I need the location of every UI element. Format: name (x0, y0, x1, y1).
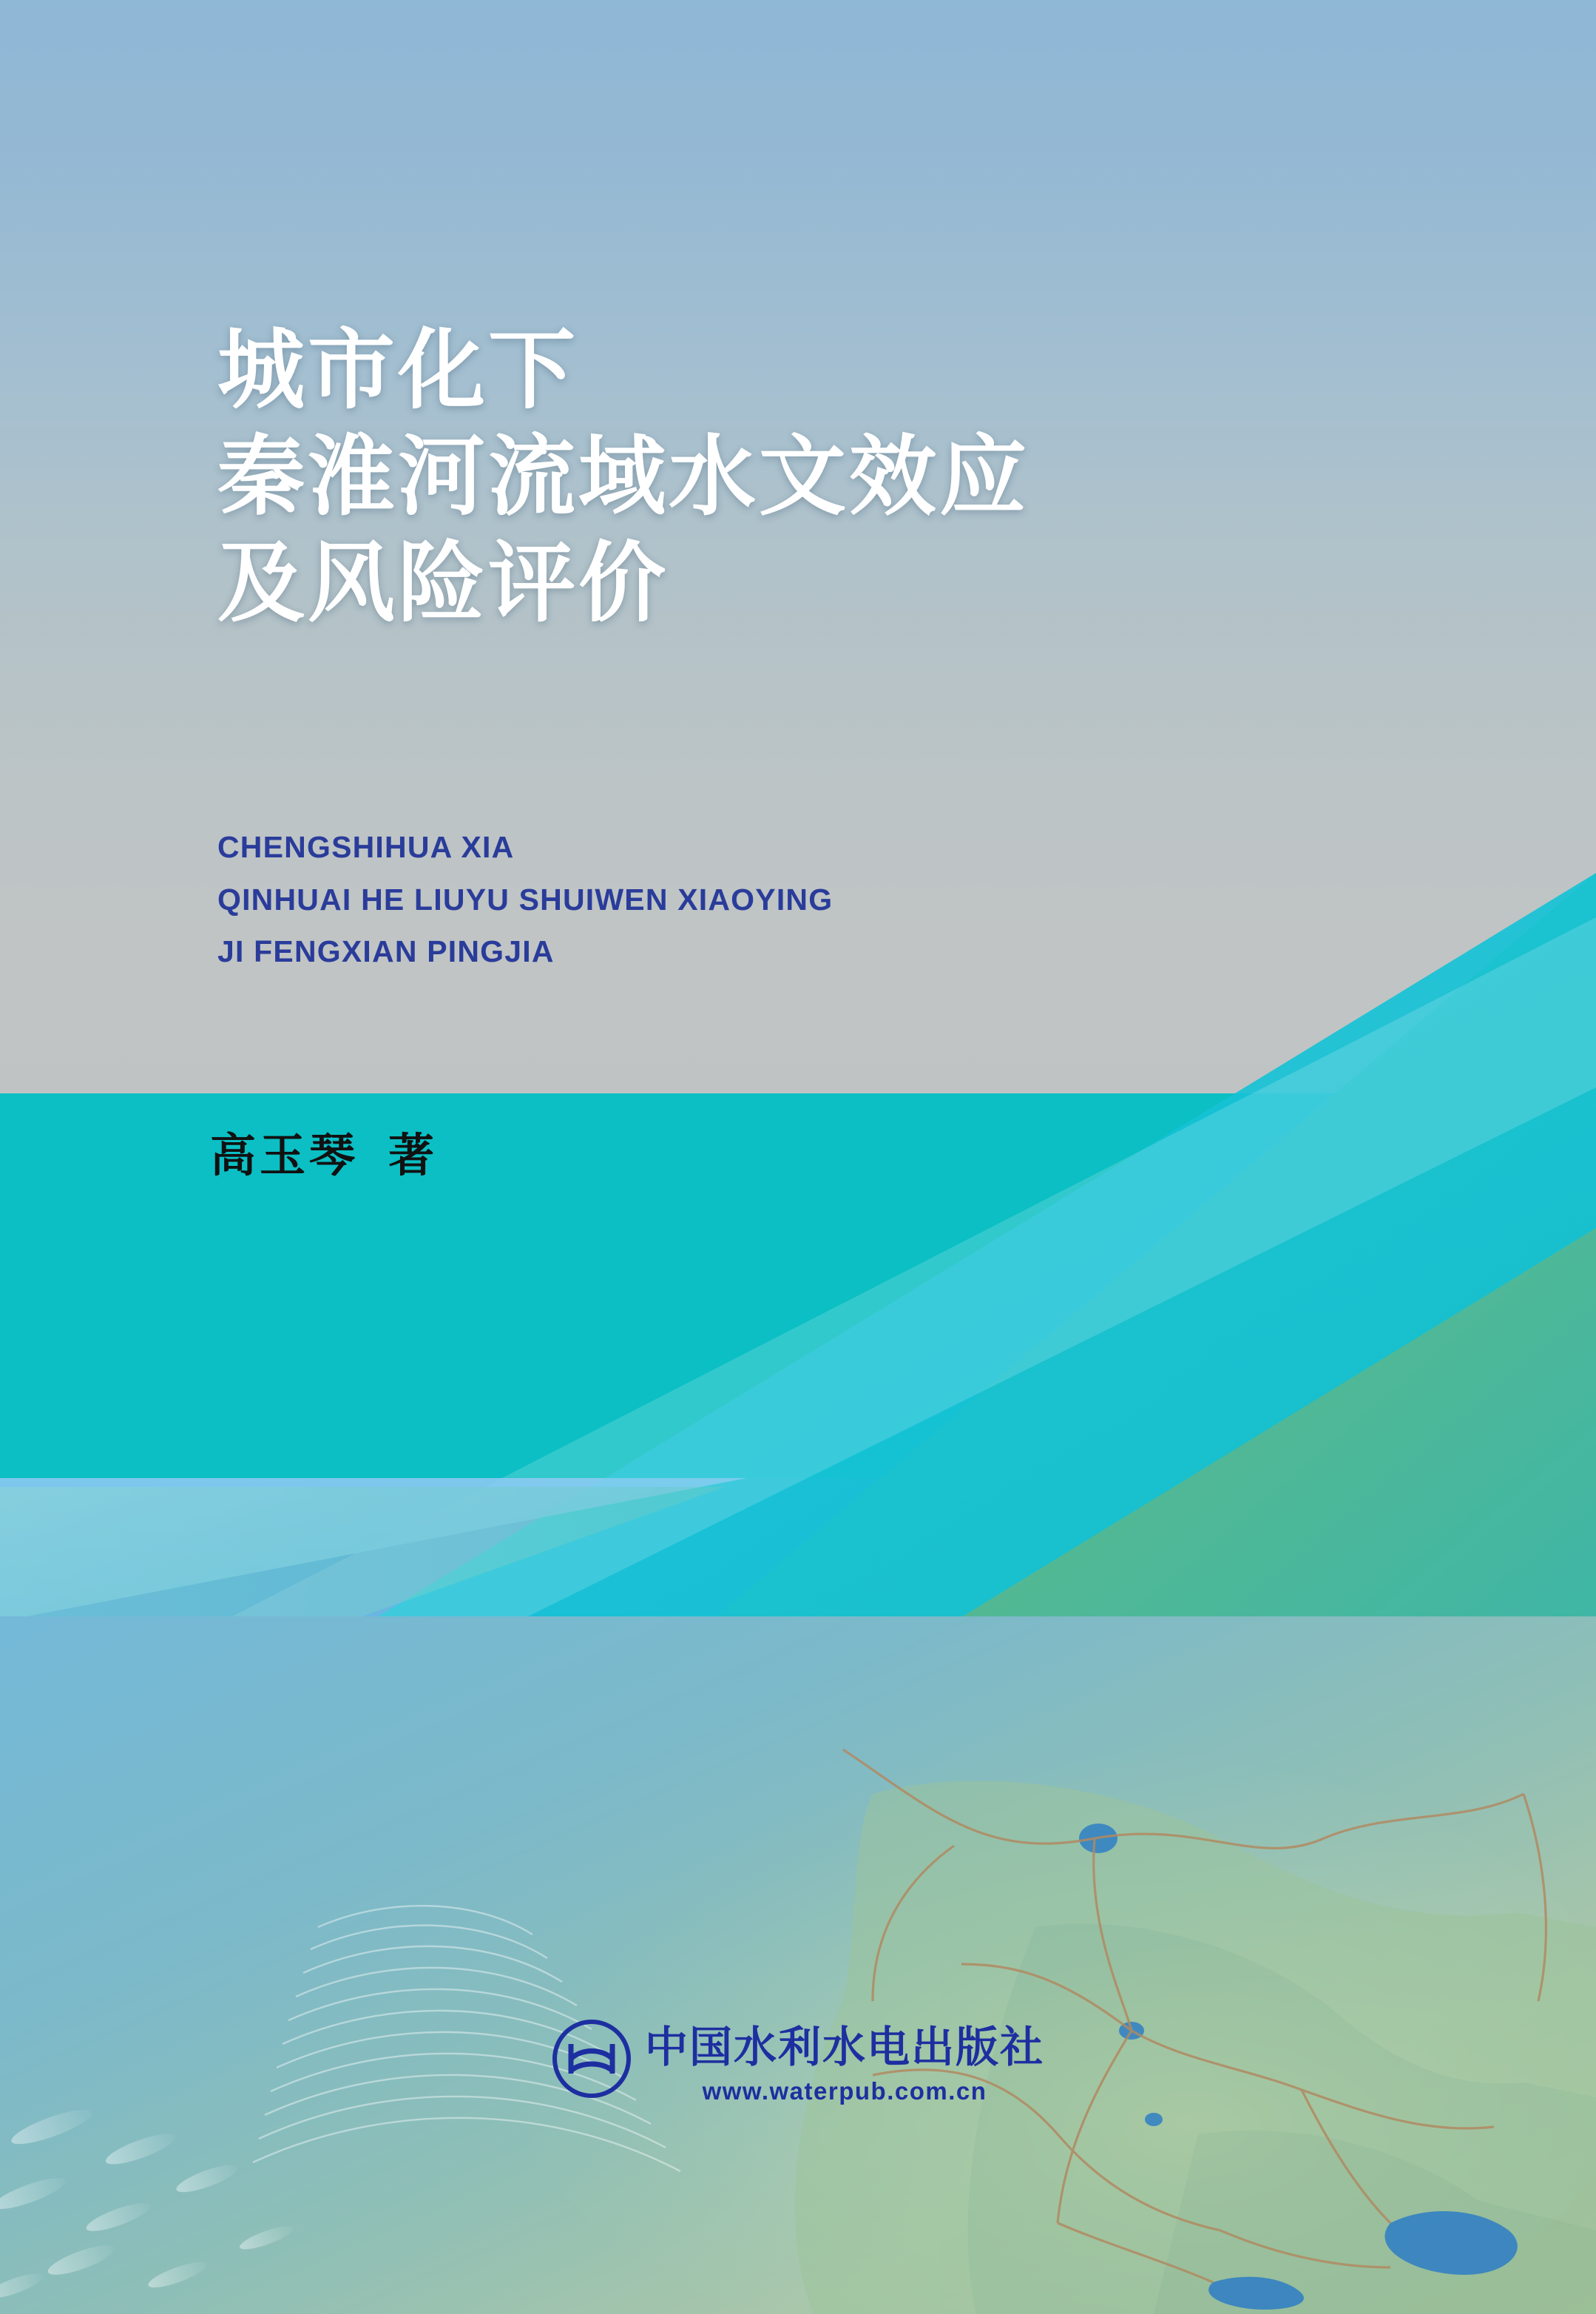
title-line-3: 及风险评价 (217, 535, 669, 633)
pinyin-line-3: JI FENGXIAN PINGJIA (217, 934, 555, 969)
author-role: 著 (388, 1131, 439, 1181)
pinyin-line-2: QINHUAI HE LIUYU SHUIWEN XIAOYING (217, 882, 833, 917)
terrain-map-image (0, 1616, 1596, 2314)
book-title (214, 318, 1324, 638)
pinyin-line-1: CHENGSHIHUA XIA (217, 830, 515, 864)
publisher-block (0, 2012, 1596, 2105)
title-line-2: 秦淮河流域水文效应 (217, 428, 1030, 526)
publisher-url: www.waterpub.com.cn (702, 2077, 987, 2105)
publisher-name: 中国水利水电出版社 (644, 2023, 1044, 2071)
title-line-1: 城市化下 (217, 323, 579, 419)
publisher-logo-icon (552, 2019, 632, 2099)
pinyin-subtitle (217, 821, 1253, 978)
author-name: 高玉琴 (210, 1131, 359, 1181)
author-block (210, 1119, 438, 1184)
